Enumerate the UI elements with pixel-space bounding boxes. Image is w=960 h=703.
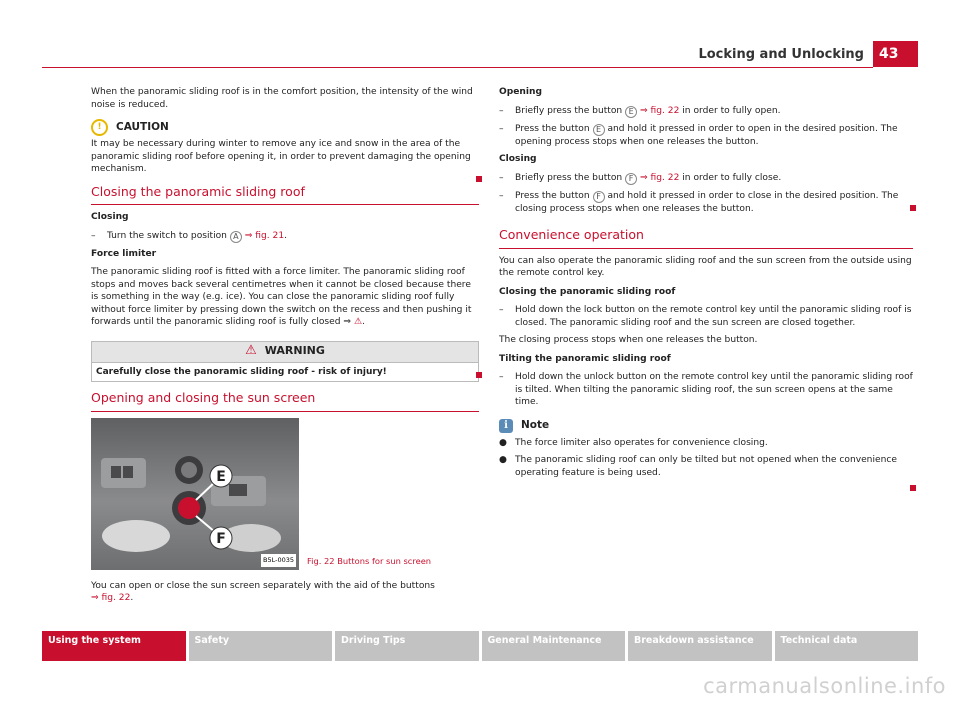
warning-ref-icon[interactable]: ⚠ (353, 317, 363, 327)
tab-breakdown-assistance[interactable]: Breakdown assistance (628, 631, 772, 661)
caution-icon: ! (91, 119, 108, 136)
sun-screen-heading: Opening and closing the sun screen (91, 392, 479, 412)
caution-heading (91, 119, 479, 136)
comfort-intro: When the panoramic sliding roof is in the comfort position, the intensity of the wind noise is reduced. (91, 87, 473, 110)
key-e-icon: E (593, 124, 605, 136)
warning-heading (92, 342, 478, 363)
tab-safety[interactable]: Safety (189, 631, 333, 661)
convenience-heading: Convenience operation (499, 229, 913, 249)
end-mark (910, 485, 916, 491)
tilting-step: – Hold down the unlock button on the remote control key until the panoramic sliding roof is tilted. When tilting the panoramic sliding roof, the sun screen opens at the same time. (499, 372, 913, 407)
force-limiter-label: Force limiter (91, 248, 157, 259)
figure-label-f: F (216, 530, 226, 547)
warning-box (91, 341, 479, 383)
convenience-closing-step: – Hold down the lock button on the remote control key until the panoramic sliding roof is closed. The panoramic sliding roof and the sun screen are closed together. (499, 305, 912, 328)
console-illustration (91, 418, 299, 570)
info-icon: i (499, 419, 513, 433)
chapter-title: Locking and Unlocking (698, 47, 864, 62)
fig-22-link[interactable]: ⇒ fig. 22 (640, 105, 680, 116)
opening-label: Opening (499, 87, 542, 97)
note-bullet-1: ● The force limiter also operates for convenience closing. (499, 437, 768, 448)
header-divider (42, 67, 873, 68)
closing-step: – Turn the switch to position A ⇒ fig. 21. (91, 230, 288, 241)
closing-roof-heading: Closing the panoramic sliding roof (91, 186, 479, 206)
closing-step-1: – Briefly press the button F ⇒ fig. 22 in order to fully close. (499, 172, 782, 183)
tab-using-the-system[interactable]: Using the system (42, 631, 186, 661)
caution-label: CAUTION (116, 121, 169, 134)
fig-22-link[interactable]: ⇒ fig. 22 (91, 593, 131, 603)
right-column (499, 86, 913, 484)
watermark: carmanualsonline.info (703, 674, 946, 698)
figure-code: B5L-0035 (261, 554, 296, 567)
caution-text: It may be necessary during winter to remove any ice and snow in the area of the panoramic sliding roof before opening it, in order to prevent damaging the opening mechanism. (91, 139, 471, 174)
page-header (0, 0, 960, 70)
figure-22 (91, 418, 479, 570)
end-mark (476, 176, 482, 182)
force-limiter-text: The panoramic sliding roof is fitted with a force limiter. The panoramic sliding roof stops and moves back several centimetres when it cannot be closed because there is something in the way (e.g. ice). You can close the panoramic sliding roof fully without force limiter by pressing down the switch on the recess and then pushing it forwards until the panoramic sliding roof is fully closed ⇒ ⚠. (91, 267, 472, 327)
closing-label: Closing (499, 154, 537, 164)
fig-21-link[interactable]: ⇒ fig. 21 (244, 230, 285, 241)
end-mark (476, 372, 482, 378)
key-f-icon: F (625, 173, 637, 185)
convenience-intro: You can also operate the panoramic sliding roof and the sun screen from the outside using the remote control key. (499, 255, 912, 278)
figure-caption: Fig. 22 Buttons for sun screen (307, 556, 432, 566)
end-mark (910, 205, 916, 211)
note-bullet-2: ● The panoramic sliding roof can only be tilted but not opened when the convenience operating feature is being used. (499, 455, 897, 478)
warning-label: WARNING (264, 344, 325, 358)
note-heading (499, 419, 913, 433)
tab-general-maintenance[interactable]: General Maintenance (482, 631, 626, 661)
note-label: Note (521, 419, 550, 432)
key-e-icon: E (625, 106, 637, 118)
tilting-label: Tilting the panoramic sliding roof (499, 353, 671, 364)
opening-step-1: – Briefly press the button E ⇒ fig. 22 in order to fully open. (499, 105, 781, 116)
chapter-nav (42, 631, 918, 661)
fig-22-link[interactable]: ⇒ fig. 22 (640, 172, 680, 183)
closing-label: Closing (91, 212, 129, 222)
key-f-icon: F (593, 191, 605, 203)
tab-driving-tips[interactable]: Driving Tips (335, 631, 479, 661)
left-column (91, 86, 479, 611)
sun-screen-text: You can open or close the sun screen separately with the aid of the buttons ⇒ fig. 22. (91, 580, 435, 603)
sun-screen-buttons-photo (91, 418, 299, 570)
key-a-icon: A (230, 231, 242, 243)
closing-step-2: – Press the button F and hold it pressed in order to close in the desired position. The closing process stops when one releases the button. (499, 190, 899, 214)
convenience-closing-label: Closing the panoramic sliding roof (499, 286, 676, 297)
warning-triangle-icon: ⚠ (245, 343, 257, 359)
warning-text: Carefully close the panoramic sliding roof - risk of injury! (96, 366, 387, 377)
convenience-closing-stop: The closing process stops when one releases the button. (499, 335, 758, 345)
opening-step-2: – Press the button E and hold it pressed in order to open in the desired position. The opening process stops when one releases the button. (499, 123, 898, 147)
tab-technical-data[interactable]: Technical data (775, 631, 919, 661)
page-number: 43 (873, 41, 918, 67)
figure-label-e: E (216, 468, 226, 485)
